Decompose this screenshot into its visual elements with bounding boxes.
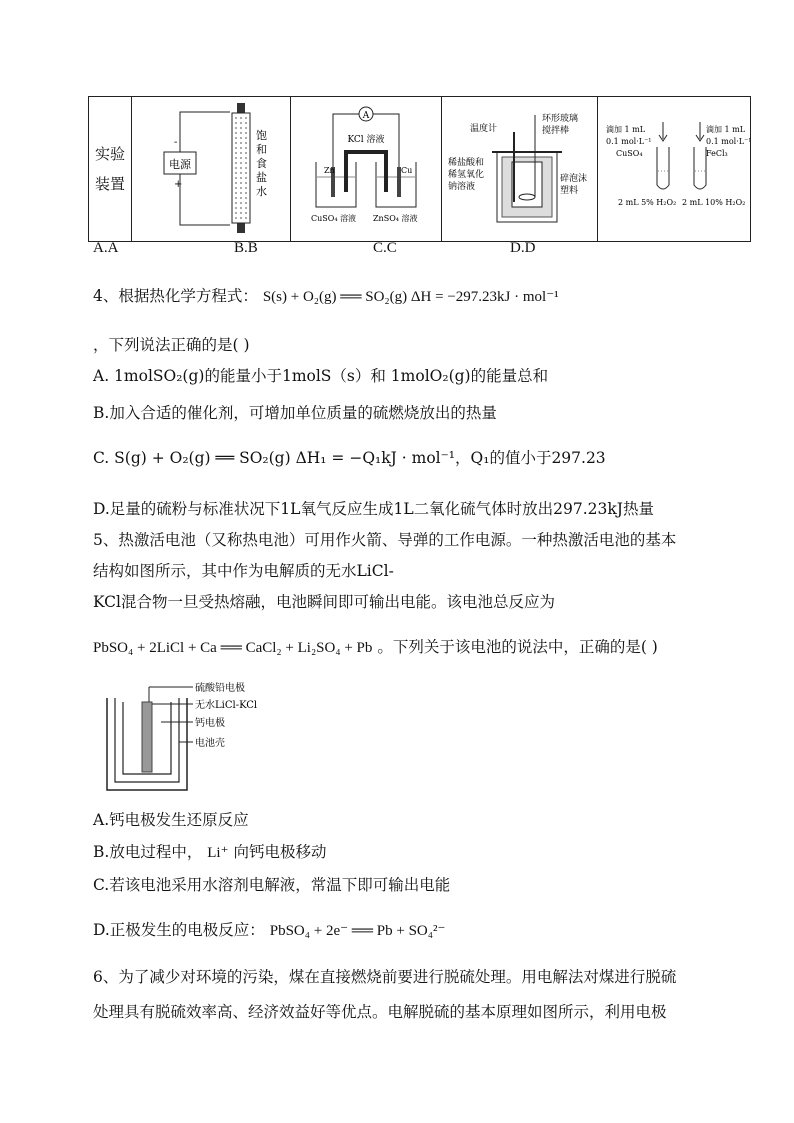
electrolysis-figure: [132, 97, 290, 237]
salt-bridge-label: KCl 溶液: [347, 135, 385, 145]
right-tube-label-1: 滴加 1 mL: [706, 125, 746, 134]
left-tube-label-3: CuSO₄: [616, 149, 643, 158]
figure-cell-b: [291, 97, 442, 242]
q5-option-d-equation: PbSO₄ + 2e⁻ ══ Pb + SO₄²⁻: [269, 923, 446, 939]
q5-equation-line: [93, 635, 658, 657]
stirrer-label-2: 搅拌棒: [542, 126, 570, 136]
q5-stem: 。下列关于该电池的说法中，正确的是( ): [377, 638, 658, 656]
q5-option-b-line: [93, 840, 326, 862]
test-tube-figure: [598, 97, 750, 237]
option-a-label: A.A: [93, 240, 119, 256]
figure-cell-c: [442, 97, 598, 242]
battery-figure: [105, 682, 285, 794]
left-tube-label-2: 0.1 mol·L⁻¹: [606, 137, 652, 146]
q5-option-b-suffix: 向钙电极移动: [233, 843, 327, 861]
q6-line-2: 处理具有脱硫效率高、经济效益好等优点。电解脱硫的基本原理如图所示，利用电极: [93, 1003, 667, 1021]
ammeter-label: A: [362, 111, 370, 121]
figure-cell-a: [132, 97, 291, 242]
cu-label: Cu: [401, 166, 413, 175]
q4-option-d: D.足量的硫粉与标准状况下1L氧气反应生成1L二氧化硫气体时放出297.23kJ热量: [93, 500, 654, 518]
battery-label-electrolyte: 无水LiCl-KCl: [195, 700, 258, 711]
power-label: 电源: [169, 158, 191, 171]
right-tube-label-3: FeCl₃: [706, 149, 728, 158]
q4-option-a: A. 1molSO₂(g)的能量小于1molS（s）和 1molO₂(g)的能量总和: [93, 367, 549, 385]
liquid-label-1: 稀盐酸和: [448, 158, 485, 168]
q5-option-d-line: [93, 918, 445, 940]
foam-label-1: 碎泡沫: [560, 174, 588, 184]
cuso4-solution-label: CuSO₄ 溶液: [311, 214, 357, 223]
q4-stem-line: [93, 284, 559, 306]
q4-option-b: B.加入合适的催化剂，可增加单位质量的硫燃烧放出的热量: [93, 404, 497, 422]
q5-equation: PbSO₄ + 2LiCl + Ca ══ CaCl₂ + Li₂SO₄ + Pb: [93, 640, 373, 656]
brine-char-2: 和: [256, 143, 267, 156]
liquid-label-3: 钠溶液: [448, 182, 476, 192]
battery-label-pbso4: 硫酸铅电极: [195, 683, 245, 694]
plus-label: +: [174, 179, 183, 190]
left-h2o2-label: 2 mL 5% H₂O₂: [618, 198, 677, 207]
option-b-label: B.B: [234, 240, 258, 256]
right-h2o2-label: 2 mL 10% H₂O₂: [682, 198, 746, 207]
q6-line-1: 6、为了减少对环境的污染，煤在直接燃烧前要进行脱硫处理。用电解法对煤进行脱硫: [93, 968, 677, 986]
option-d-label: D.D: [510, 240, 536, 256]
q5-option-c: C.若该电池采用水溶剂电解液，常温下即可输出电能: [93, 876, 451, 894]
stirrer-label-1: 环形玻璃: [542, 114, 579, 124]
table-header-line1: 实验: [94, 145, 125, 163]
brine-char-3: 食: [256, 157, 267, 170]
q4-option-c: C. S(g) + O₂(g) ══ SO₂(g) ΔH₁ = −Q₁kJ · mol⁻¹，Q₁的值小于297.23: [93, 449, 606, 467]
figure-cell-d: [598, 97, 751, 242]
table-header-line2: 装置: [94, 175, 125, 193]
left-tube-label-1: 滴加 1 mL: [606, 125, 646, 134]
battery-label-shell: 电池壳: [195, 738, 225, 749]
liquid-label-2: 稀氢氧化: [448, 170, 485, 180]
brine-char-4: 盐: [256, 171, 267, 184]
galvanic-cell-figure: [291, 97, 441, 237]
right-tube-label-2: 0.1 mol·L⁻¹: [706, 137, 750, 146]
table-header-cell: [89, 97, 132, 242]
q5-option-b-prefix: B.放电过程中，: [93, 843, 203, 861]
zn-label: Zn: [324, 166, 335, 175]
q5-line-1: 5、热激活电池（又称热电池）可用作火箭、导弹的工作电源。一种热激活电池的基本: [93, 531, 677, 549]
thermometer-label: 温度计: [470, 124, 498, 134]
foam-label-2: 塑料: [560, 186, 579, 196]
q4-prefix: 4、根据热化学方程式：: [93, 287, 258, 305]
battery-label-calcium: 钙电极: [195, 718, 225, 729]
q5-option-b-ion: Li⁺: [207, 845, 229, 861]
brine-char-1: 饱: [256, 129, 267, 142]
calorimeter-figure: [442, 97, 597, 237]
q5-option-a: A.钙电极发生还原反应: [93, 811, 249, 829]
znso4-solution-label: ZnSO₄ 溶液: [373, 214, 418, 223]
q5-option-d-prefix: D.正极发生的电极反应：: [93, 921, 265, 939]
brine-char-5: 水: [256, 185, 267, 198]
q5-line-2: 结构如图所示，其中作为电解质的无水LiCl-: [93, 562, 394, 580]
q5-line-3: KCl混合物一旦受热熔融，电池瞬间即可输出电能。该电池总反应为: [93, 593, 555, 611]
minus-label: -: [174, 137, 178, 148]
experiment-table: [88, 96, 751, 242]
q4-equation: S(s) + O₂(g) ══ SO₂(g) ΔH = −297.23kJ · mol⁻¹: [262, 289, 559, 305]
option-c-label: C.C: [373, 240, 397, 256]
q4-stem: ，下列说法正确的是( ): [93, 336, 250, 354]
